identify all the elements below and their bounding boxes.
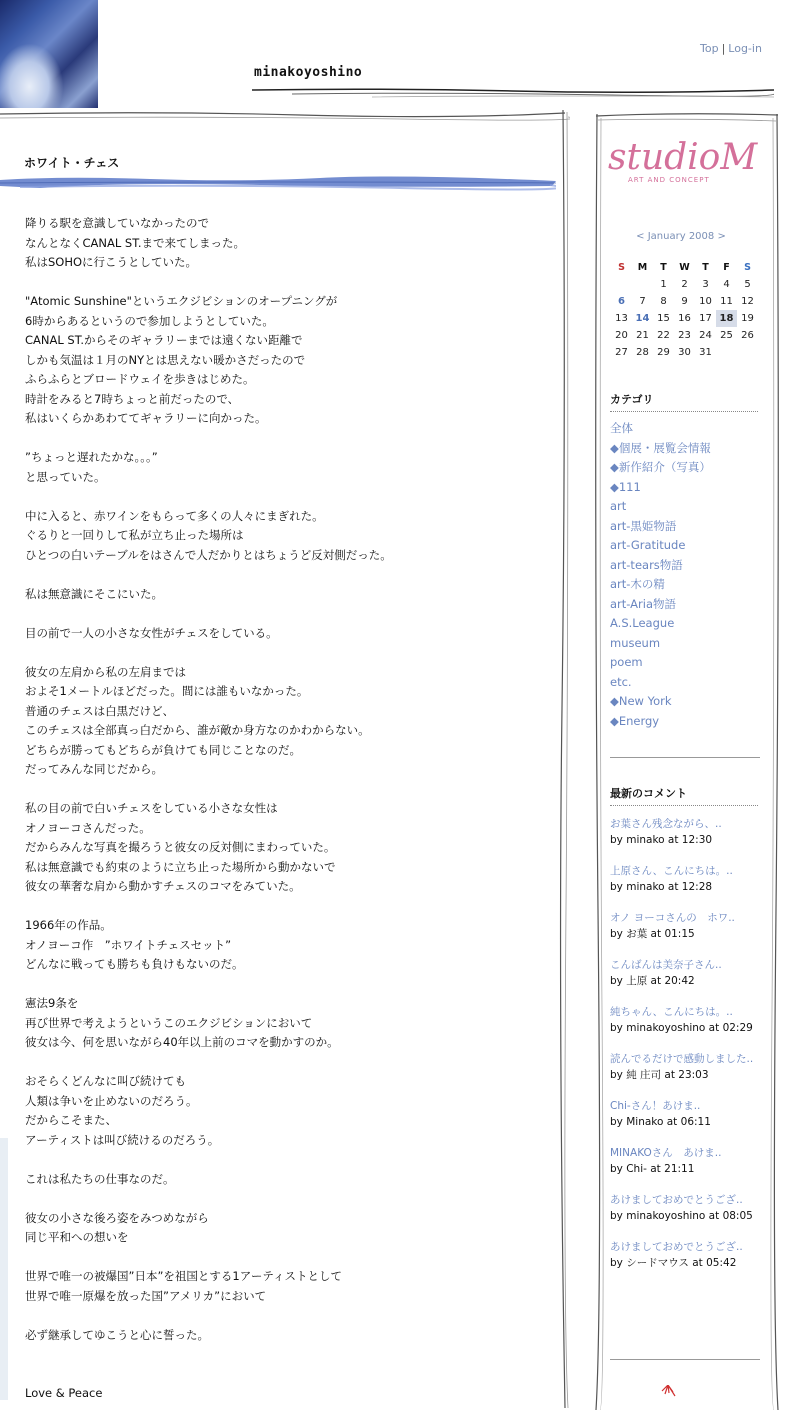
post-line: と思っていた。 — [25, 469, 106, 484]
post-line: だからみんな写真を撮ろうと彼女の反対側にまわっていた。 — [25, 840, 336, 854]
comment-link[interactable]: 上原さん、こんにちは。.. — [610, 865, 733, 877]
category-link[interactable]: ◆Energy — [610, 713, 660, 728]
calendar-month-nav[interactable]: < January 2008 > — [636, 231, 726, 242]
comment-author-time: by 純 庄司 at 23:03 — [610, 1069, 709, 1081]
post-line: 私は無意識でも約束のように立ち止った場所から動かないで — [25, 859, 336, 874]
post-line — [25, 975, 545, 995]
post-line: 必ず継承してゆこうと心に誓った。 — [25, 1327, 209, 1342]
category-link[interactable]: A.S.League — [610, 616, 675, 630]
post-line: Love & Peace — [25, 1386, 103, 1400]
comment-item — [610, 910, 760, 942]
calendar-weekday: T — [660, 262, 667, 273]
comment-author-time: by minakoyoshino at 02:29 — [610, 1022, 753, 1034]
category-link[interactable]: art-Aria物語 — [610, 596, 677, 611]
comment-item — [610, 1192, 760, 1224]
comment-item — [610, 816, 760, 848]
post-line: どんなに戦っても勝ちも負けもないのだ。 — [25, 957, 244, 971]
studio-logo-word: studioM — [608, 137, 758, 178]
category-link[interactable]: art — [610, 499, 627, 513]
comment-link[interactable]: あけましておめでとうござ.. — [610, 1241, 743, 1253]
post-line: 降りる駅を意識していなかったので — [25, 216, 209, 230]
post-line — [25, 565, 545, 585]
post-line — [25, 1306, 545, 1326]
left-edge-strip — [0, 1138, 8, 1400]
studio-logo-subtitle: ART AND CONCEPT — [628, 176, 710, 184]
calendar-day: 20 — [615, 330, 628, 341]
comment-author-time: by minako at 12:28 — [610, 881, 713, 893]
calendar-day: 9 — [681, 296, 688, 307]
category-link[interactable]: art-Gratitude — [610, 538, 686, 552]
post-line: 憲法9条を — [25, 996, 79, 1010]
post-line — [25, 780, 545, 800]
comment-item — [610, 1145, 760, 1177]
post-line: だからこそまた、 — [25, 1113, 117, 1127]
title-underline-decoration — [252, 88, 774, 98]
calendar-empty-cell — [611, 276, 632, 293]
category-link[interactable]: museum — [610, 635, 661, 650]
header-artwork-image — [0, 0, 98, 108]
post-line: 彼女は今、何を思いながら40年以上前のコマを動かすのか。 — [25, 1035, 339, 1049]
post-line — [25, 1189, 545, 1209]
calendar-day: 13 — [615, 313, 628, 324]
post-line: 再び世界で考えようというこのエクジビションにおいて — [25, 1015, 313, 1030]
calendar-day: 29 — [657, 347, 670, 358]
post-line: 中に入ると、赤ワインをもらって多くの人々にまぎれた。 — [25, 508, 324, 523]
category-link[interactable]: art-tears物語 — [610, 557, 683, 572]
comment-author-time: by minako at 12:30 — [610, 834, 713, 846]
calendar-weekday: W — [679, 262, 690, 273]
comment-author-time: by minakoyoshino at 08:05 — [610, 1210, 753, 1222]
calendar-day: 15 — [657, 313, 670, 324]
category-link[interactable]: poem — [610, 655, 643, 669]
category-link[interactable]: art-黒姫物語 — [610, 518, 677, 533]
top-links-separator: | — [721, 42, 726, 55]
calendar-day[interactable]: 6 — [618, 296, 625, 307]
comment-link[interactable]: オノ ヨーコさんの ホワ.. — [610, 912, 735, 924]
post-title-brush-underline — [0, 172, 556, 194]
calendar-weekday: F — [723, 262, 730, 273]
calendar-weekday: M — [637, 262, 648, 273]
calendar-day: 17 — [699, 313, 712, 324]
post-line: CANAL ST.からそのギャラリーまでは遠くない距離で — [25, 333, 303, 347]
post-line: このチェスは全部真っ白だから、誰が敵か身方なのかわからない。 — [25, 723, 370, 737]
calendar-day: 16 — [678, 313, 691, 324]
calendar-day[interactable]: 14 — [635, 313, 650, 324]
sidebar-divider — [610, 757, 760, 758]
comment-link[interactable]: 純ちゃん、こんにちは。.. — [610, 1006, 733, 1018]
login-link[interactable]: Log-in — [728, 42, 762, 55]
category-list — [610, 419, 711, 731]
post-line: 目の前で一人の小さな女性がチェスをしている。 — [25, 625, 278, 640]
calendar-day: 7 — [639, 296, 646, 307]
comment-item — [610, 863, 760, 895]
recent-comments-list — [610, 816, 760, 1286]
calendar-day: 23 — [678, 330, 691, 341]
post-line — [25, 604, 545, 624]
calendar-week — [611, 310, 758, 327]
post-line: 同じ平和への想いを — [25, 1230, 129, 1244]
top-links — [700, 42, 762, 55]
comment-link[interactable]: あけましておめでとうござ.. — [610, 1194, 743, 1206]
studio-m-logo[interactable] — [608, 138, 764, 184]
calendar-day: 2 — [681, 279, 688, 290]
post-line: だってみんな同じだから。 — [25, 762, 163, 776]
post-line: 1966年の作品。 — [25, 918, 112, 932]
post-body — [25, 214, 545, 1404]
calendar-day: 4 — [723, 279, 730, 290]
calendar-weekday-row — [611, 259, 758, 276]
calendar-day: 21 — [636, 330, 649, 341]
comment-item — [610, 957, 760, 989]
calendar-day: 30 — [678, 347, 691, 358]
top-link[interactable]: Top — [700, 42, 719, 55]
post-line: 普通のチェスは白黒だけど、 — [25, 703, 175, 718]
post-line: おそらくどんなに叫び続けても — [25, 1074, 186, 1088]
calendar-day: 27 — [615, 347, 628, 358]
post-line: オノヨーコさんだった。 — [25, 820, 151, 835]
categories-heading: カテゴリ — [610, 391, 758, 412]
category-link[interactable]: etc. — [610, 674, 632, 689]
comment-link[interactable]: 読んでるだけで感動しました.. — [610, 1053, 754, 1065]
red-star-icon — [656, 1385, 680, 1400]
comment-author-time: by シードマウス at 05:42 — [610, 1257, 737, 1269]
post-line: 彼女の華奢な肩から動かすチェスのコマをみていた。 — [25, 879, 301, 893]
category-link[interactable]: art-木の精 — [610, 577, 665, 591]
category-link[interactable]: ◆111 — [610, 479, 641, 494]
comment-link[interactable]: MINAKOさん あけま.. — [610, 1147, 722, 1159]
post-line: 彼女の左肩から私の左肩までは — [25, 664, 186, 679]
calendar — [611, 259, 758, 361]
post-line: 世界で唯一原爆を放った国”アメリカ”において — [25, 1288, 267, 1303]
calendar-day: 5 — [744, 279, 751, 290]
post-line — [25, 1365, 545, 1385]
post-line: しかも気温は１月のNYとは思えない暖かさだったので — [25, 352, 306, 367]
post-line — [25, 1248, 545, 1268]
post-line: ぐるりと一回りして私が立ち止った場所は — [25, 528, 244, 542]
post-line — [25, 1345, 545, 1365]
category-link[interactable]: ◆New York — [610, 694, 672, 708]
calendar-empty-cell — [632, 276, 653, 293]
calendar-day: 1 — [660, 279, 667, 290]
post-line: 彼女の小さな後ろ姿をみつめながら — [25, 1210, 209, 1225]
post-line: 私の目の前で白いチェスをしている小さな女性は — [25, 801, 278, 815]
post-line: "Atomic Sunshine"というエクジビションのオープニングが — [25, 294, 338, 308]
calendar-week — [611, 293, 758, 310]
post-line: ふらふらとブロードウェイを歩きはじめた。 — [25, 372, 255, 386]
comment-item — [610, 1051, 760, 1083]
post-line: 時計をみると7時ちょっと前だったので、 — [25, 391, 240, 406]
comment-author-time: by 上原 at 20:42 — [610, 975, 695, 987]
post-line: およそ1メートルほどだった。間には誰もいなかった。 — [25, 684, 309, 698]
calendar-weekday: S — [618, 262, 625, 273]
post-line: オノヨーコ作 ”ホワイトチェスセット” — [25, 937, 232, 952]
comment-link[interactable]: こんばんは美奈子さん.. — [610, 959, 722, 971]
comment-item — [610, 1004, 760, 1036]
post-line: どちらが勝ってもどちらが負けても同じことなのだ。 — [25, 742, 301, 757]
calendar-day: 8 — [660, 296, 667, 307]
calendar-weekday: S — [744, 262, 751, 273]
post-line: アーティストは叫び続けるのだろう。 — [25, 1132, 220, 1147]
comment-link[interactable]: お葉さん残念ながら、.. — [610, 818, 722, 830]
category-link[interactable]: 全体 — [610, 421, 633, 435]
post-line: 私はSOHOに行こうとしていた。 — [25, 255, 198, 269]
calendar-day: 18 — [716, 310, 737, 327]
calendar-week — [611, 344, 758, 361]
post-line: ”ちょっと遅れたかな。。。” — [25, 450, 158, 464]
post-line: 6時からあるというので参加しようとしていた。 — [25, 313, 274, 328]
post-line: 私はいくらかあわててギャラリーに向かった。 — [25, 411, 267, 425]
calendar-empty-cell — [737, 344, 758, 361]
calendar-day: 12 — [741, 296, 754, 307]
calendar-day: 19 — [741, 313, 754, 324]
post-line: これは私たちの仕事なのだ。 — [25, 1171, 175, 1186]
comment-author-time: by お葉 at 01:15 — [610, 928, 695, 940]
category-link[interactable]: ◆新作紹介（写真） — [610, 460, 711, 474]
calendar-day: 11 — [720, 296, 733, 307]
sidebar-divider — [610, 1359, 760, 1360]
post-line: 世界で唯一の被爆国”日本”を祖国とする1アーティストとして — [25, 1269, 342, 1283]
post-line — [25, 897, 545, 917]
post-line — [25, 1150, 545, 1170]
post-line — [25, 487, 545, 507]
comment-item — [610, 1239, 760, 1271]
site-title[interactable]: minakoyoshino — [254, 65, 363, 80]
comment-item — [610, 1098, 760, 1130]
post-line — [25, 273, 545, 293]
calendar-day: 24 — [699, 330, 712, 341]
post-line: 私は無意識にそこにいた。 — [25, 586, 163, 601]
post-line: ひとつの白いテーブルをはさんで人だかりとはちょうど反対側だった。 — [25, 547, 392, 562]
post-line — [25, 429, 545, 449]
calendar-empty-cell — [716, 344, 737, 361]
calendar-day: 3 — [702, 279, 709, 290]
comment-author-time: by Chi- at 21:11 — [610, 1163, 695, 1175]
post-line: なんとなくCANAL ST.まで来てしまった。 — [25, 235, 246, 250]
recent-comments-heading: 最新のコメント — [610, 785, 758, 806]
calendar-day: 22 — [657, 330, 670, 341]
calendar-week — [611, 276, 758, 293]
post-line — [25, 1053, 545, 1073]
calendar-day: 26 — [741, 330, 754, 341]
comment-author-time: by Minako at 06:11 — [610, 1116, 711, 1128]
calendar-day: 25 — [720, 330, 733, 341]
calendar-day: 31 — [699, 347, 712, 358]
calendar-day: 10 — [699, 296, 712, 307]
post-line: 人類は争いを止めないのだろう。 — [25, 1093, 198, 1108]
post-title: ホワイト・チェス — [24, 156, 120, 170]
calendar-week — [611, 327, 758, 344]
category-link[interactable]: ◆個展・展覧会情報 — [610, 440, 711, 455]
calendar-weekday: T — [702, 262, 709, 273]
comment-link[interactable]: Chi-さん！あけま.. — [610, 1100, 701, 1112]
calendar-day: 28 — [636, 347, 649, 358]
post-line — [25, 643, 545, 663]
